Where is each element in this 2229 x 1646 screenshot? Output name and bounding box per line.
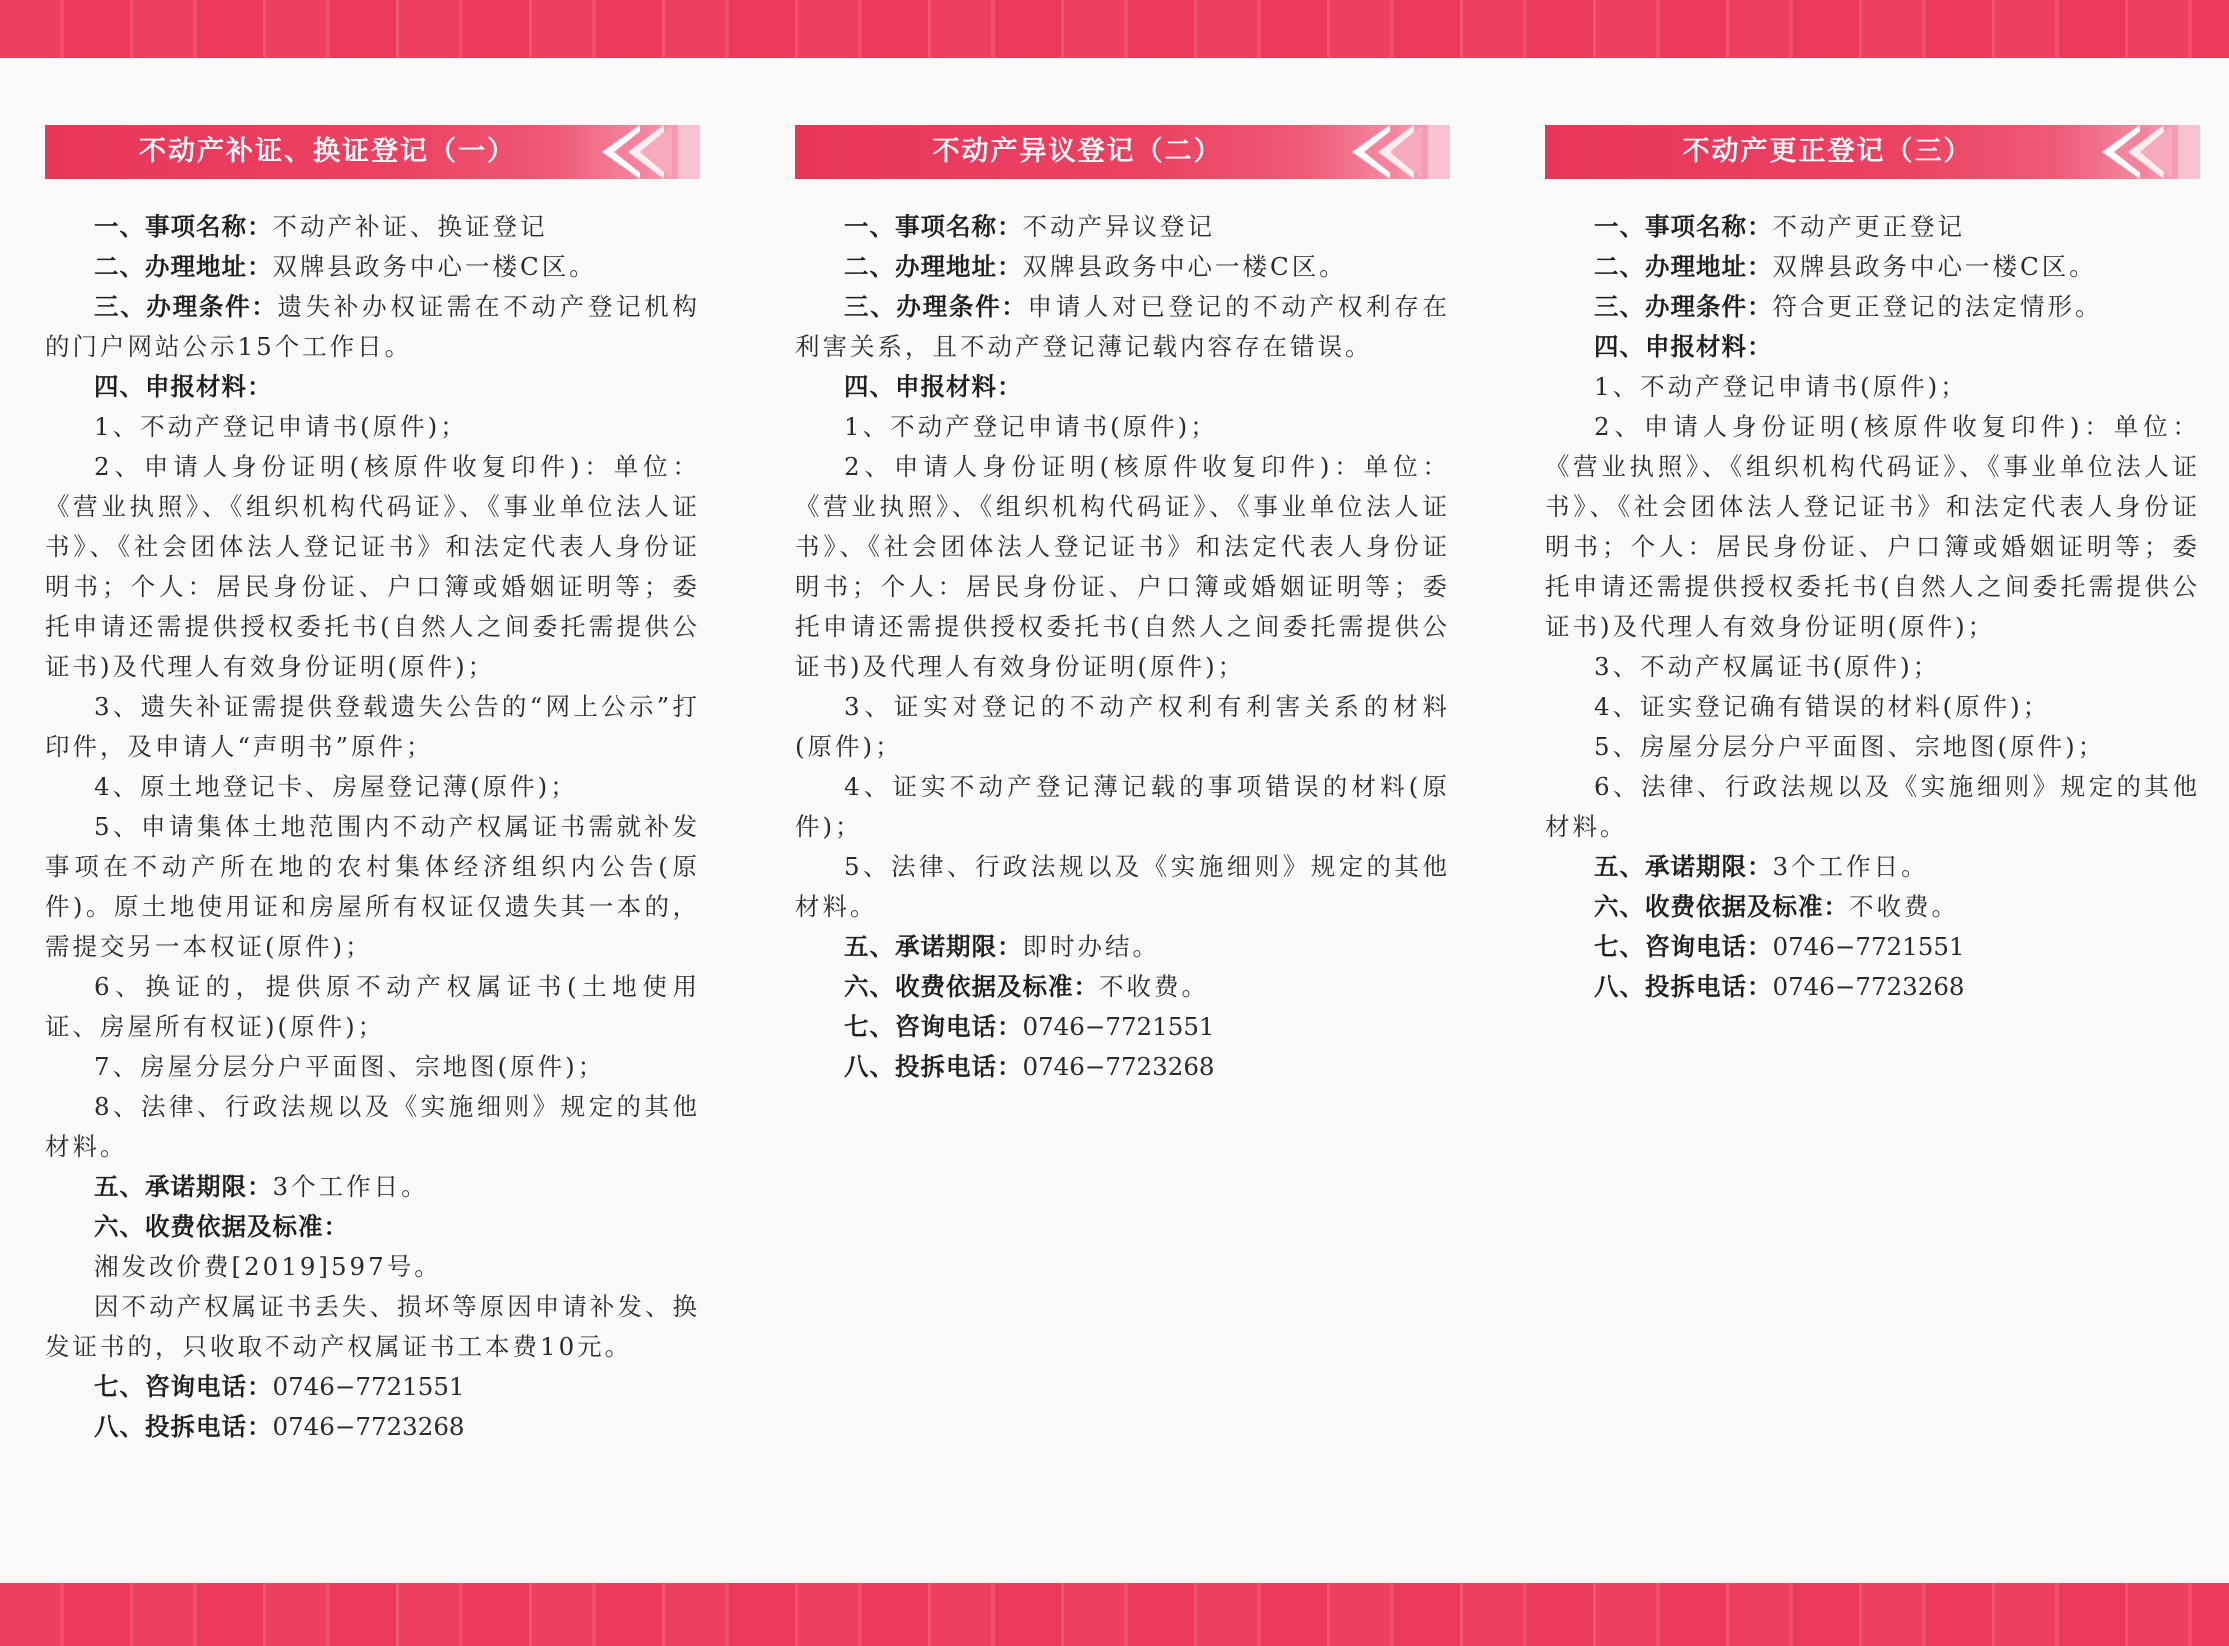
chevron-icon — [2140, 125, 2172, 179]
list-item: 4、证实不动产登记薄记载的事项错误的材料(原件)； — [795, 772, 1450, 841]
list-item: 5、房屋分层分户平面图、宗地图(原件)； — [1594, 732, 2106, 761]
conditions-line: 三、办理条件：符合更正登记的法定情形。 — [1594, 292, 2103, 321]
materials-heading: 四、申报材料： — [94, 372, 273, 401]
list-item: 1、不动产登记申请书(原件)； — [94, 412, 468, 441]
deadline-line: 五、承诺期限：即时办结。 — [844, 932, 1160, 961]
header-stripe — [1428, 125, 1450, 179]
panel-body — [45, 207, 700, 1447]
bottom-decorative-band — [0, 1583, 2229, 1646]
complaint-phone-line: 八、投拆电话：0746−7723268 — [94, 1412, 465, 1441]
top-decorative-band — [0, 0, 2229, 58]
header-stripe — [2178, 125, 2200, 179]
list-item: 2、申请人身份证明(核原件收复印件)：单位：《营业执照》、《组织机构代码证》、《事业单位法人证书》、《社会团体法人登记证书》和法定代表人身份证明书；个人：居民身份证、户口簿或婚姻证明等；委托申请还需提供授权委托书(自然人之间委托需提供公证书)及代理人有效身份证明(原件)； — [1545, 412, 2200, 641]
address-line: 二、办理地址：双牌县政务中心一楼C区。 — [94, 252, 597, 281]
address-line: 二、办理地址：双牌县政务中心一楼C区。 — [1594, 252, 2097, 281]
list-item: 3、遗失补证需提供登载遗失公告的“网上公示”打印件，及申请人“声明书”原件； — [45, 692, 700, 761]
complaint-phone-line: 八、投拆电话：0746−7723268 — [1594, 972, 1965, 1001]
panel-header — [795, 125, 1450, 179]
conditions-line: 三、办理条件：遗失补办权证需在不动产登记机构的门户网站公示15个工作日。 — [45, 292, 700, 361]
panel-header — [45, 125, 700, 179]
panel-objection-registration — [795, 125, 1450, 1087]
panel-body — [1545, 207, 2200, 1007]
list-item: 2、申请人身份证明(核原件收复印件)：单位：《营业执照》、《组织机构代码证》、《事业单位法人证书》、《社会团体法人登记证书》和法定代表人身份证明书；个人：居民身份证、户口簿或婚姻证明等；委托申请还需提供授权委托书(自然人之间委托需提供公证书)及代理人有效身份证明(原件)； — [795, 452, 1450, 681]
materials-heading: 四、申报材料： — [844, 372, 1023, 401]
panel-title: 不动产异议登记（二） — [932, 136, 1223, 167]
panel-title: 不动产更正登记（三） — [1682, 136, 1973, 167]
item-name-line: 一、事项名称：不动产更正登记 — [1594, 212, 1965, 241]
list-item: 3、不动产权属证书(原件)； — [1594, 652, 1941, 681]
list-item: 8、法律、行政法规以及《实施细则》规定的其他材料。 — [45, 1092, 700, 1161]
list-item: 4、原土地登记卡、房屋登记薄(原件)； — [94, 772, 578, 801]
list-item: 3、证实对登记的不动产权利有利害关系的材料(原件)； — [795, 692, 1450, 761]
consult-phone-line: 七、咨询电话：0746−7721551 — [94, 1372, 465, 1401]
chevron-icon — [640, 125, 672, 179]
item-name-line: 一、事项名称：不动产补证、换证登记 — [94, 212, 548, 241]
address-line: 二、办理地址：双牌县政务中心一楼C区。 — [844, 252, 1347, 281]
list-item: 4、证实登记确有错误的材料(原件)； — [1594, 692, 2051, 721]
consult-phone-line: 七、咨询电话：0746−7721551 — [1594, 932, 1965, 961]
item-name-line: 一、事项名称：不动产异议登记 — [844, 212, 1215, 241]
list-item: 1、不动产登记申请书(原件)； — [1594, 372, 1968, 401]
header-stripe — [678, 125, 700, 179]
list-item: 1、不动产登记申请书(原件)； — [844, 412, 1218, 441]
list-item: 2、申请人身份证明(核原件收复印件)：单位：《营业执照》、《组织机构代码证》、《事业单位法人证书》、《社会团体法人登记证书》和法定代表人身份证明书；个人：居民身份证、户口簿或婚姻证明等；委托申请还需提供授权委托书(自然人之间委托需提供公证书)及代理人有效身份证明(原件)； — [45, 452, 700, 681]
list-item: 7、房屋分层分户平面图、宗地图(原件)； — [94, 1052, 606, 1081]
fee-heading: 六、收费依据及标准： — [94, 1212, 349, 1241]
fee-basis-line: 湘发改价费[2019]597号。 — [94, 1252, 442, 1281]
panel-header — [1545, 125, 2200, 179]
panel-correction-registration — [1545, 125, 2200, 1007]
deadline-line: 五、承诺期限：3个工作日。 — [1594, 852, 1929, 881]
consult-phone-line: 七、咨询电话：0746−7721551 — [844, 1012, 1215, 1041]
chevron-icon — [1390, 125, 1422, 179]
complaint-phone-line: 八、投拆电话：0746−7723268 — [844, 1052, 1215, 1081]
fee-line: 六、收费依据及标准：不收费。 — [844, 972, 1209, 1001]
fee-detail-line: 因不动产权属证书丢失、损坏等原因申请补发、换发证书的，只收取不动产权属证书工本费10元。 — [45, 1292, 700, 1361]
list-item: 5、申请集体土地范围内不动产权属证书需就补发事项在不动产所在地的农村集体经济组织内公告(原件)。原土地使用证和房屋所有权证仅遗失其一本的，需提交另一本权证(原件)； — [45, 812, 700, 961]
fee-line: 六、收费依据及标准：不收费。 — [1594, 892, 1959, 921]
panel-body — [795, 207, 1450, 1087]
panel-title: 不动产补证、换证登记（一） — [139, 136, 516, 167]
conditions-line: 三、办理条件：申请人对已登记的不动产权利存在利害关系，且不动产登记薄记载内容存在错误。 — [795, 292, 1450, 361]
materials-heading: 四、申报材料： — [1594, 332, 1773, 361]
deadline-line: 五、承诺期限：3个工作日。 — [94, 1172, 429, 1201]
list-item: 5、法律、行政法规以及《实施细则》规定的其他材料。 — [795, 852, 1450, 921]
panel-replacement-registration — [45, 125, 700, 1447]
list-item: 6、换证的，提供原不动产权属证书(土地使用证、房屋所有权证)(原件)； — [45, 972, 700, 1041]
list-item: 6、法律、行政法规以及《实施细则》规定的其他材料。 — [1545, 772, 2200, 841]
